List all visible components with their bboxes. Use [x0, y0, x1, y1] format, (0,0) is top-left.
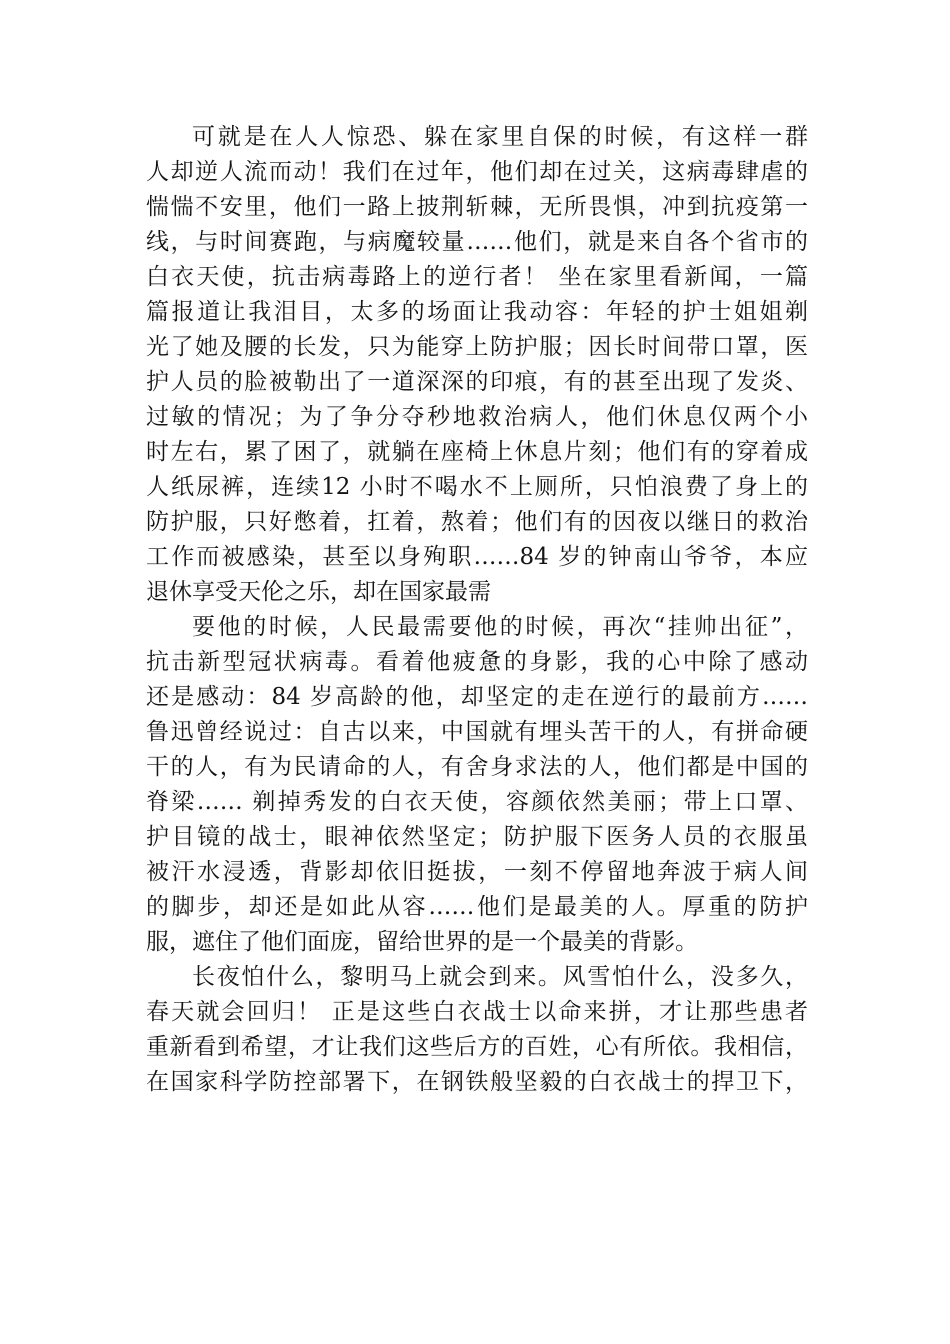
text-line: 可就是在人人惊恐、躲在家里自保的时候，有这样一群 [192, 124, 808, 150]
text-line: 脊梁…… 剃掉秀发的白衣天使，容颜依然美丽；带上口罩、 [146, 789, 808, 815]
text-line: 工作而被感染，甚至以身殉职……84 岁的钟南山爷爷，本应 [146, 544, 808, 570]
text-line: 鲁迅曾经说过：自古以来，中国就有埋头苦干的人，有拼命硬 [146, 719, 808, 745]
text-line: 被汗水浸透，背影却依旧挺拔，一刻不停留地奔波于病人间 [146, 859, 808, 885]
paragraph-3 [146, 960, 808, 1100]
text-line: 线，与时间赛跑，与病魔较量……他们，就是来自各个省市的 [146, 229, 808, 255]
text-line: 抗击新型冠状病毒。看着他疲惫的身影，我的心中除了感动 [146, 649, 808, 675]
text-line: 白衣天使，抗击病毒路上的逆行者！ 坐在家里看新闻，一篇 [146, 264, 808, 290]
text-line: 重新看到希望，才让我们这些后方的百姓，心有所依。我相信， [146, 1034, 808, 1060]
text-line: 人却逆人流而动！我们在过年，他们却在过关，这病毒肆虐的 [146, 159, 808, 185]
text-line: 篇报道让我泪目，太多的场面让我动容：年轻的护士姐姐剃 [146, 299, 808, 325]
paragraph-1 [146, 120, 808, 610]
text-line: 长夜怕什么，黎明马上就会到来。风雪怕什么，没多久， [192, 964, 808, 990]
text-line: 服，遮住了他们面庞，留给世界的是一个最美的背影。 [146, 929, 698, 955]
text-line: 退休享受天伦之乐，却在国家最需 [146, 579, 491, 605]
text-line: 护人员的脸被勒出了一道深深的印痕，有的甚至出现了发炎、 [146, 369, 808, 395]
paragraph-2 [146, 610, 808, 960]
text-line: 护目镜的战士，眼神依然坚定；防护服下医务人员的衣服虽 [146, 824, 808, 850]
text-line: 人纸尿裤，连续12 小时不喝水不上厕所，只怕浪费了身上的 [146, 474, 808, 500]
document-body [146, 120, 808, 1100]
text-line: 还是感动：84 岁高龄的他，却坚定的走在逆行的最前方…… [146, 684, 808, 710]
text-line: 惴惴不安里，他们一路上披荆斩棘，无所畏惧，冲到抗疫第一 [146, 194, 808, 220]
text-line: 干的人，有为民请命的人，有舍身求法的人，他们都是中国的 [146, 754, 808, 780]
text-line: 的脚步，却还是如此从容……他们是最美的人。厚重的防护 [146, 894, 808, 920]
text-line: 时左右，累了困了，就躺在座椅上休息片刻；他们有的穿着成 [146, 439, 808, 465]
text-line: 光了她及腰的长发，只为能穿上防护服；因长时间带口罩，医 [146, 334, 808, 360]
text-line: 在国家科学防控部署下，在钢铁般坚毅的白衣战士的捍卫下， [146, 1069, 808, 1095]
text-line: 春天就会回归！ 正是这些白衣战士以命来拼，才让那些患者 [146, 999, 808, 1025]
text-line: 防护服，只好憋着，扛着，熬着；他们有的因夜以继日的救治 [146, 509, 808, 535]
text-line: 要他的时候，人民最需要他的时候，再次“挂帅出征”， [192, 614, 808, 640]
text-line: 过敏的情况；为了争分夺秒地救治病人，他们休息仅两个小 [146, 404, 808, 430]
